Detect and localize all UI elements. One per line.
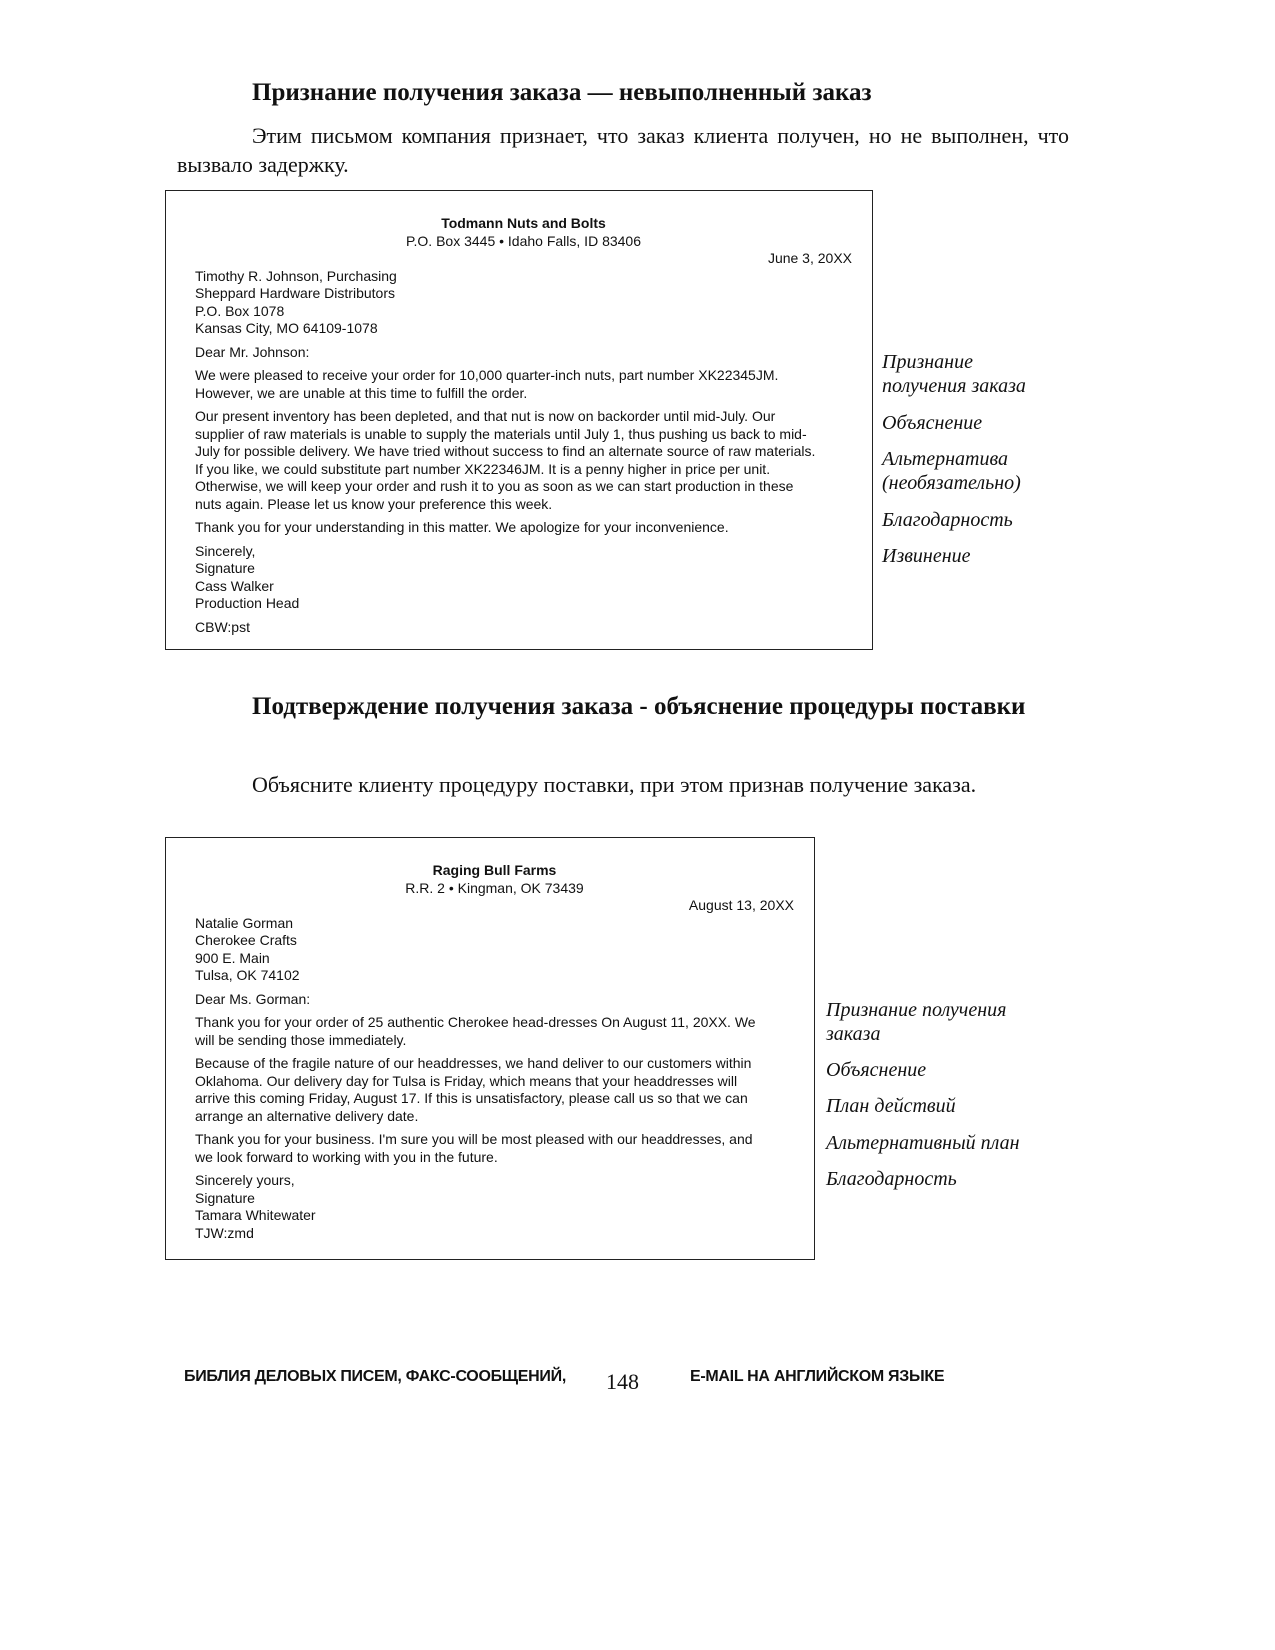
recipient-line: Sheppard Hardware Distributors bbox=[195, 285, 395, 301]
closing-line: TJW:zmd bbox=[195, 1224, 254, 1241]
margin-note: Объяснение bbox=[882, 412, 983, 434]
margin-note: Признание получения заказа bbox=[882, 351, 1026, 397]
closing-line: Signature bbox=[195, 1189, 255, 1206]
letter-company-name: Raging Bull Farms bbox=[432, 862, 557, 878]
letter-box bbox=[165, 837, 815, 1260]
paragraph-line: arrange an alternative delivery date. bbox=[195, 1107, 419, 1124]
margin-note: Объяснение bbox=[826, 1059, 927, 1081]
margin-note: Альтернативный план bbox=[826, 1132, 1020, 1154]
letter-paragraph bbox=[195, 519, 852, 537]
letter-recipient bbox=[195, 268, 852, 338]
closing-line: Signature bbox=[195, 560, 255, 576]
paragraph-line: Oklahoma. Our delivery day for Tulsa is Friday, which means that your headdresses will bbox=[195, 1072, 738, 1089]
paragraph-line: If you like, we could substitute part number XK22346JM. It is a penny higher in price per unit. bbox=[195, 460, 771, 477]
letter-paragraph bbox=[195, 367, 852, 402]
letter-reference: CBW:pst bbox=[195, 618, 250, 635]
margin-note: Благодарность bbox=[826, 1168, 957, 1190]
margin-note: Благодарность bbox=[882, 509, 1013, 531]
recipient-line: Tulsa, OK 74102 bbox=[195, 967, 300, 983]
letter-date: August 13, 20XX bbox=[688, 897, 794, 913]
paragraph-line: Thank you for your order of 25 authentic Cherokee head-dresses On August 11, 20XX. We bbox=[195, 1014, 756, 1030]
section-intro: Этим письмом компания признает, что заказ клиента получен, но не выполнен, что вызвало задержку. bbox=[177, 123, 1069, 177]
paragraph-line: arrive this coming Friday, August 17. If this is unsatisfactory, please call us so that we can bbox=[195, 1090, 748, 1106]
page-number: 148 bbox=[606, 1369, 639, 1394]
letter-closing bbox=[195, 1172, 794, 1242]
closing-line: Sincerely yours, bbox=[195, 1172, 295, 1188]
paragraph-line: Because of the fragile nature of our headdresses, we hand deliver to our customers within bbox=[195, 1055, 752, 1071]
footer-right: E-MAIL НА АНГЛИЙСКОМ ЯЗЫКЕ bbox=[690, 1368, 945, 1385]
closing-line: Tamara Whitewater bbox=[195, 1207, 316, 1223]
closing-line: Sincerely, bbox=[195, 542, 256, 559]
margin-note: Альтернатива (необязательно) bbox=[882, 448, 1021, 494]
letter-paragraph bbox=[195, 1131, 794, 1166]
letter-box bbox=[165, 190, 873, 650]
paragraph-line: we look forward to working with you in the future. bbox=[195, 1148, 498, 1165]
margin-note: План действий bbox=[826, 1095, 956, 1117]
recipient-line: P.O. Box 1078 bbox=[195, 302, 285, 319]
recipient-line: Cherokee Crafts bbox=[195, 932, 297, 948]
footer-left: БИБЛИЯ ДЕЛОВЫХ ПИСЕМ, ФАКС-СООБЩЕНИЙ, bbox=[184, 1368, 566, 1385]
letter-company-name: Todmann Nuts and Bolts bbox=[441, 215, 606, 231]
letter-company-address: R.R. 2 • Kingman, OK 73439 bbox=[405, 879, 584, 896]
paragraph-line: nuts again. Please let us know your preference this week. bbox=[195, 495, 553, 512]
paragraph-line: July for possible delivery. We have tried without success to find an alternate source of raw materials. bbox=[195, 443, 816, 459]
section-heading: Подтверждение получения заказа - объяснение процедуры поставки bbox=[252, 693, 1026, 720]
letter-paragraph bbox=[195, 1014, 794, 1049]
section-intro: Объясните клиенту процедуру поставки, при этом признав получение заказа. bbox=[252, 772, 977, 797]
margin-note: Извинение bbox=[882, 545, 971, 567]
paragraph-line: Our present inventory has been depleted, and that nut is now on backorder until mid-July. Our bbox=[195, 408, 776, 424]
closing-line: Production Head bbox=[195, 595, 300, 611]
paragraph-line: Thank you for your business. I'm sure you will be most pleased with our headdresses, and bbox=[195, 1131, 753, 1147]
paragraph-line: will be sending those immediately. bbox=[195, 1031, 407, 1048]
letter-paragraph bbox=[195, 1055, 794, 1125]
paragraph-line: Otherwise, we will keep your order and rush it to you as soon as we can start production in these bbox=[195, 478, 794, 494]
letter-paragraph bbox=[195, 408, 852, 513]
paragraph-line: However, we are unable at this time to fulfill the order. bbox=[195, 384, 528, 401]
recipient-line: Timothy R. Johnson, Purchasing bbox=[195, 267, 397, 284]
recipient-line: Natalie Gorman bbox=[195, 914, 294, 931]
section-heading: Признание получения заказа — невыполненный заказ bbox=[252, 79, 872, 106]
letter-company-address: P.O. Box 3445 • Idaho Falls, ID 83406 bbox=[405, 232, 641, 249]
margin-note: Признание получения заказа bbox=[826, 999, 1007, 1045]
recipient-line: 900 E. Main bbox=[195, 949, 270, 966]
closing-line: Cass Walker bbox=[195, 577, 274, 594]
recipient-line: Kansas City, MO 64109-1078 bbox=[195, 320, 378, 336]
letter-salutation: Dear Ms. Gorman: bbox=[195, 990, 311, 1007]
paragraph-line: supplier of raw materials is unable to supply the materials until July 1, thus pushing us back to mid- bbox=[195, 425, 807, 442]
letter-salutation: Dear Mr. Johnson: bbox=[195, 343, 310, 360]
letter-date: June 3, 20XX bbox=[767, 250, 852, 266]
letter-recipient bbox=[195, 915, 794, 985]
letter-closing bbox=[195, 543, 852, 613]
paragraph-line: We were pleased to receive your order for 10,000 quarter-inch nuts, part number XK22345JM. bbox=[195, 367, 779, 383]
paragraph-line: Thank you for your understanding in this matter. We apologize for your inconvenience. bbox=[195, 519, 729, 535]
